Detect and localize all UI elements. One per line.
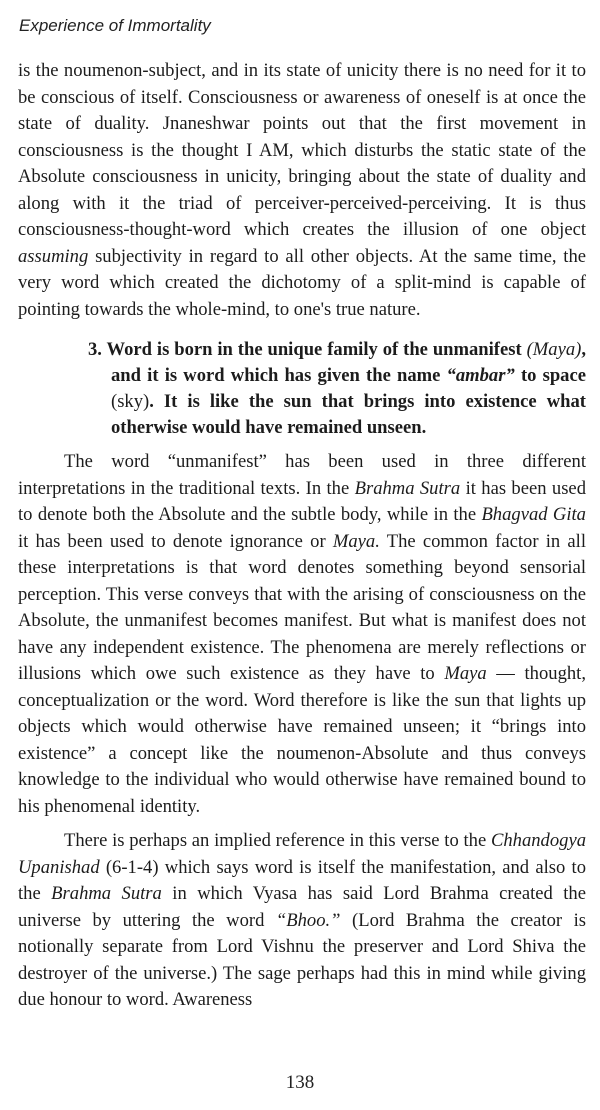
paragraph-2-maya: Maya. (332, 530, 380, 552)
paragraph-2-maya-2: Maya (444, 663, 487, 684)
paragraph-1-text-a: is the noumenon-subject, and in its state of unicity there is no need for it to be conscious of itself. Consciousness or awareness of oneself is at once the state of duality. Jnaneshwar points out that the first movement in consciousness is the thought I AM, which disturbs the static state of the Absolute consciousness in unicity, bringing about the state of duality and along with it the triad of perceiver-perceived-perceiving. It is thus consciousness-thought-word which creates the illusion of one object (18, 60, 586, 240)
verse-text-b: , and it is word which has given the name (111, 339, 586, 386)
paragraph-1 (18, 58, 586, 323)
paragraph-2-text-d: The common factor in all these interpretations is that word denotes something beyond sensorial perception. This verse conveys that with the arising of consciousness on the Absolute, the unmanifest becomes manifest. But what is manifest does not have any independent existence. The phenomena are merely reflections or illusions which owe such existence as they have to (18, 530, 586, 684)
verse-maya: (Maya) (526, 339, 582, 360)
paragraph-3-text-d: (Lord Brahma the creator is notionally separate from Lord Vishnu the preserver and Lord Shiva the destroyer of the universe.) The sage perhaps had this in mind while giving due honour to word. Awareness (18, 909, 586, 1010)
page-body (18, 58, 586, 1014)
verse-text-d: . It is like the sun that brings into existence what otherwise would have remained unseen. (111, 391, 586, 438)
paragraph-2-text-e: — thought, conceptualization or the word. Word therefore is like the sun that lights up objects which would otherwise have remained unseen; it “brings into existence” a concept like the noumenon-Absolute and thus conveys knowledge to the individual who would otherwise have remained bound to his phenomenal identity. (18, 663, 586, 817)
paragraph-2 (18, 449, 586, 820)
paragraph-2-text-c: it has been used to denote ignorance or (18, 530, 333, 552)
verse-ambar: “ambar” (446, 365, 515, 386)
paragraph-2-text-b: it has been used to denote both the Absolute and the subtle body, while in the (18, 477, 586, 525)
verse-text-a: Word is born in the unique family of the unmanifest (106, 339, 527, 360)
paragraph-2-brahma-sutra: Brahma Sutra (354, 477, 461, 499)
paragraph-3-text-a: There is perhaps an implied reference in this verse to the (64, 830, 491, 851)
verse-text-c: to space (514, 365, 586, 386)
paragraph-3-text-b: (6-1-4) which says word is itself the manifestation, and also to the (18, 856, 586, 904)
paragraph-2-bhagvad-gita: Bhagvad Gita (481, 504, 586, 525)
paragraph-3-text-c: in which Vyasa has said Lord Brahma created the universe by uttering the word (18, 883, 586, 931)
paragraph-3-brahma-sutra: Brahma Sutra (51, 883, 162, 904)
paragraph-3-bhoo: “Bhoo.” (275, 909, 341, 931)
paragraph-1-emphasis: assuming (18, 245, 89, 267)
verse-3 (18, 337, 586, 441)
paragraph-3 (18, 828, 586, 1014)
paragraph-3-chhandogya: Chhandogya Upanishad (18, 830, 586, 878)
paragraph-2-text-a: The word “unmanifest” has been used in three different interpretations in the traditional texts. In the (18, 451, 586, 499)
verse-number: 3. (88, 339, 107, 360)
verse-sky: (sky) (111, 391, 150, 412)
paragraph-1-text-b: subjectivity in regard to all other objects. At the same time, the very word which created the dichotomy of a split-mind is capable of pointing towards the whole-mind, to one's true nature. (18, 245, 586, 320)
running-header: Experience of Immortality (19, 16, 211, 35)
page-number: 138 (285, 1072, 315, 1093)
